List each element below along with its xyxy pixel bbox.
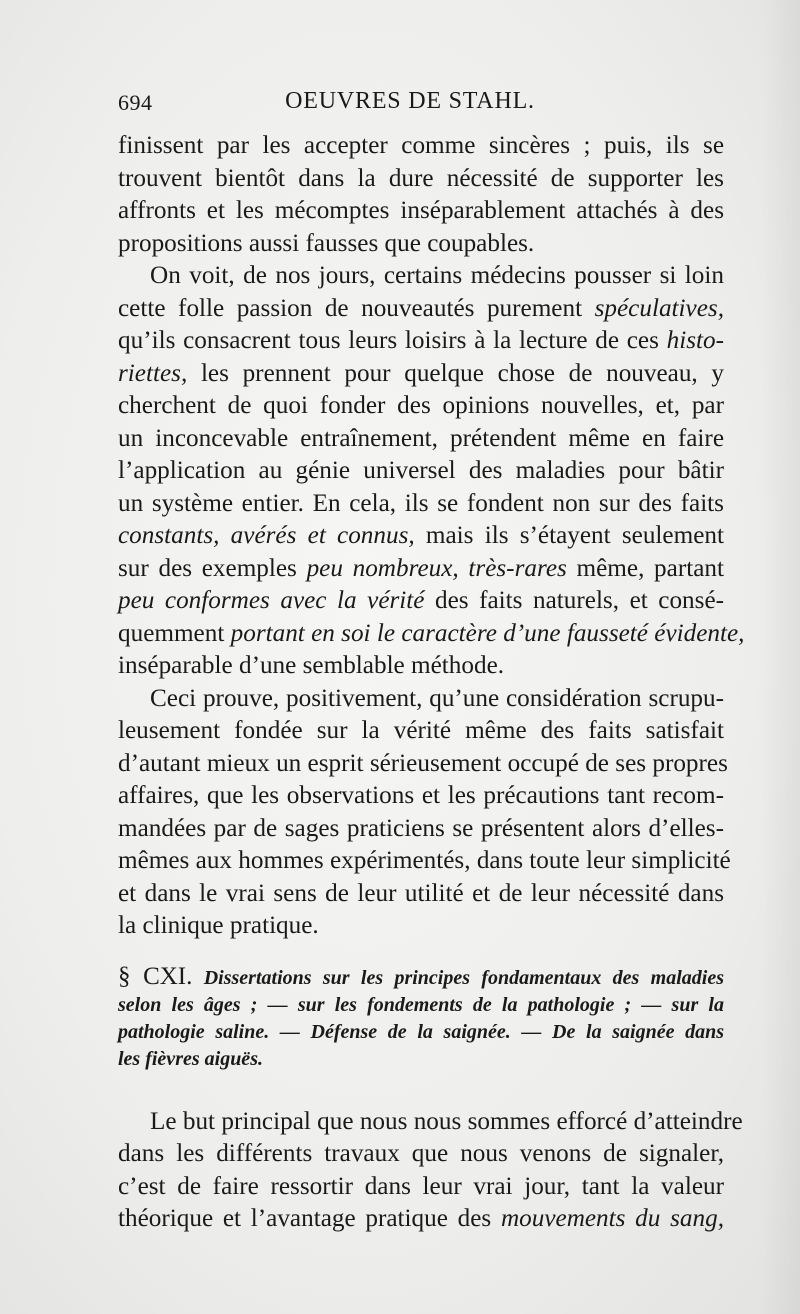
text-line: finissent par les accepter comme sincères ; puis, ils se — [118, 132, 724, 159]
paragraph-3 — [118, 683, 731, 943]
body-text — [118, 130, 745, 1236]
text-run: des faits naturels, et consé- — [424, 587, 725, 614]
text-run: quemment — [118, 619, 231, 647]
text-line — [118, 325, 724, 358]
text-line — [118, 585, 724, 618]
text-line — [118, 963, 724, 992]
text-run: les prennent pour quelque chose de nouveau, y — [187, 359, 724, 387]
text-line — [118, 520, 724, 553]
italic-run: constants, avérés et connus, — [118, 522, 415, 549]
text-line: et dans le vrai sens de leur utilité et de leur nécessité dans — [118, 879, 724, 907]
text-line: cherchent de quoi fonder des opinions nouvelles, et, par — [118, 392, 724, 419]
text-line: affaires, que les observations et les précautions tant recom- — [118, 782, 724, 809]
paragraph-4 — [118, 1106, 743, 1236]
italic-run: peu nombreux, très-rares — [306, 554, 567, 582]
page-header — [118, 88, 702, 120]
text-run: sur des exemples — [118, 554, 307, 582]
section-number: § CXI. — [118, 962, 193, 990]
italic-run: histo- — [666, 327, 724, 354]
paragraph-1 — [118, 130, 724, 260]
text-line — [118, 293, 724, 326]
text-line: Le but principal que nous nous sommes efforcé d’atteindre — [150, 1107, 743, 1135]
italic-run: riettes, — [118, 359, 188, 387]
section-title-line: selon les âges ; — sur les fondements de la pathologie ; — sur la — [118, 993, 724, 1016]
text-line — [118, 1203, 724, 1236]
text-line: mêmes aux hommes expérimentés, dans toute leur simplicité — [118, 847, 731, 874]
text-line — [118, 553, 724, 586]
text-run: mais ils s’étayent seulement — [414, 522, 724, 549]
text-line: trouvent bientôt dans la dure nécessité de supporter les — [118, 164, 724, 192]
text-line: l’application au génie universel des maladies pour bâtir — [118, 457, 724, 484]
text-line: propositions aussi fausses que coupables. — [118, 229, 535, 257]
running-head: OEUVRES DE STAHL. — [285, 88, 535, 114]
text-line: inséparable d’une semblable méthode. — [118, 652, 505, 679]
section-spacer — [118, 1073, 724, 1106]
text-line: affronts et les mécomptes inséparablement attachés à des — [118, 197, 724, 224]
text-line: un inconcevable entraînement, prétendent même en faire — [118, 424, 724, 452]
section-title-line: pathologie saline. — Défense de la saignée. — De la saignée dans — [118, 1020, 724, 1043]
paragraph-2 — [118, 260, 745, 683]
section-heading — [118, 963, 724, 1073]
italic-run: mouvements du sang, — [500, 1205, 724, 1232]
text-line: mandées par de sages praticiens se présentent alors d’elles- — [118, 814, 724, 842]
page-number: 694 — [118, 90, 153, 115]
text-run: même, partant — [566, 554, 724, 582]
page-edge-shadow — [760, 0, 800, 1314]
text-run: théorique et l’avantage pratique des — [118, 1205, 501, 1232]
italic-run: peu conformes avec la vérité — [118, 587, 425, 614]
text-run: cette folle passion de nouveautés purement — [118, 294, 595, 322]
text-line — [118, 358, 724, 391]
text-line: On voit, de nos jours, certains médecins pousser si loin — [150, 262, 724, 289]
text-line — [118, 618, 745, 651]
italic-run: spéculatives, — [594, 294, 724, 322]
text-line: leusement fondée sur la vérité même des faits satisfait — [118, 717, 724, 744]
section-title-line: les fièvres aiguës. — [118, 1047, 263, 1070]
text-line: Ceci prouve, positivement, qu’une considération scrupu- — [150, 684, 724, 712]
text-line: dans les différents travaux que nous venons de signaler, — [118, 1140, 724, 1167]
text-line: un système entier. En cela, ils se fondent non sur des faits — [118, 489, 724, 517]
section-title-run: Dissertations sur les principes fondamentaux des maladies — [203, 966, 725, 989]
italic-run: portant en soi le caractère d’une fausseté évidente, — [230, 619, 745, 647]
text-line: c’est de faire ressortir dans leur vrai jour, tant la valeur — [118, 1172, 724, 1200]
text-line: d’autant mieux un esprit sérieusement occupé de ses propres — [118, 749, 728, 777]
text-run: qu’ils consacrent tous leurs loisirs à la lecture de ces — [118, 327, 667, 354]
text-line: la clinique pratique. — [118, 912, 319, 939]
